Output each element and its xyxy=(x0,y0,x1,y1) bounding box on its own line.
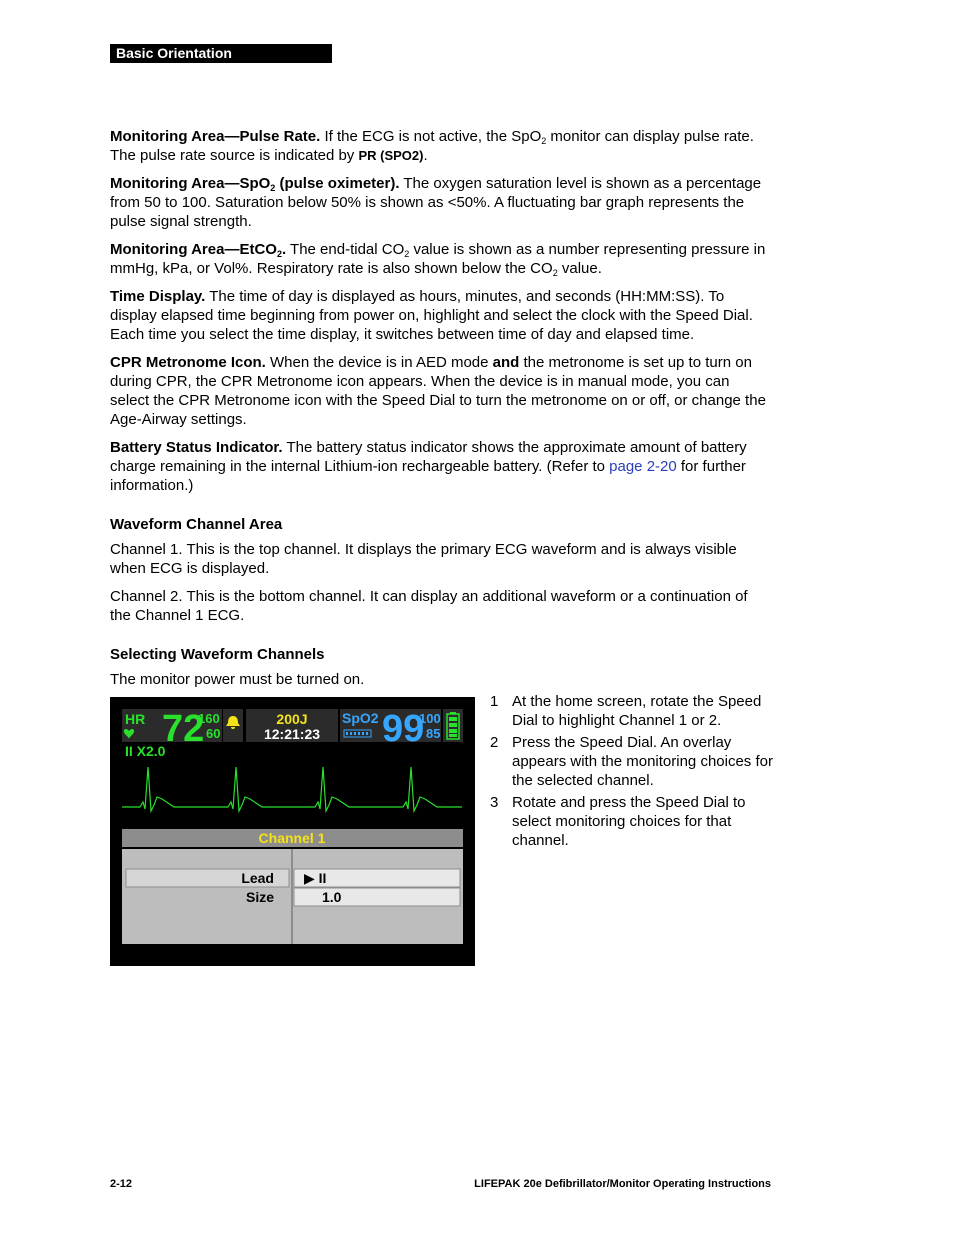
lead-value[interactable]: ▶ II xyxy=(304,870,327,886)
hr-value: 72 xyxy=(162,708,205,750)
monitor-screen-svg xyxy=(110,697,475,966)
steps-list xyxy=(490,692,780,853)
step-item: 3 Rotate and press the Speed Dial to select monitoring choices for that channel. xyxy=(490,794,746,849)
hr-low-limit: 60 xyxy=(206,726,221,741)
monitor-screen-figure xyxy=(110,697,475,966)
size-value[interactable]: 1.0 xyxy=(322,889,342,905)
page-number: 2-12 xyxy=(110,1178,133,1190)
step-item: 2 Press the Speed Dial. An overlay appears with the monitoring choices for the selected channel. xyxy=(490,734,773,789)
body-content xyxy=(110,127,772,698)
energy-value: 200J xyxy=(276,711,308,727)
spo2-high-limit: 100 xyxy=(419,711,441,726)
clock-display[interactable]: 12:21:23 xyxy=(263,726,321,742)
lead-label: Lead xyxy=(241,870,274,886)
paragraph-time-display: Time Display. The time of day is displayed as hours, minutes, and seconds (HH:MM:SS). To display elapsed time beginning from power on, highlight and select the clock with the Speed Dial. Each time you select the time display, it switches between time of day and elapsed time. xyxy=(110,288,753,343)
paragraph-cpr-metronome: CPR Metronome Icon. When the device is in AED mode and the metronome is set up to turn on during CPR, the CPR Metronome icon appears. When the device is in manual mode, you can select the CPR Metronome icon with the Speed Dial to turn the metronome on or off, or change the Age-Airway settings. xyxy=(110,354,766,428)
spo2-value: 99 xyxy=(382,708,425,750)
section-header: Basic Orientation xyxy=(110,44,332,63)
size-value-box[interactable] xyxy=(294,888,460,906)
size-label: Size xyxy=(245,889,274,905)
paragraph-channel-1: Channel 1. This is the top channel. It displays the primary ECG waveform and is always visible when ECG is displayed. xyxy=(110,541,737,577)
paragraph-pulse-rate: Monitoring Area—Pulse Rate. If the ECG is not active, the SpO$_2$ monitor can display pulse rate. The pulse rate source is indicated by PR (SPO2). xyxy=(110,128,754,164)
paragraph-battery: Battery Status Indicator. The battery status indicator shows the approximate amount of battery charge remaining in the internal Lithium-ion rechargeable battery. (Refer to page 2-20 for further information.) xyxy=(110,439,747,494)
document-title: LIFEPAK 20e Defibrillator/Monitor Operating Instructions xyxy=(474,1178,771,1190)
overlay-title: Channel 1 xyxy=(258,830,326,846)
paragraph-etco2: Monitoring Area—EtCO$_2$. The end-tidal $CO_2$ value is shown as a number representing pressure in mmHg, kPa, or Vol%. Respiratory rate is also shown below the $CO_2$ value. xyxy=(110,241,766,278)
step-item: 1 At the home screen, rotate the Speed Dial to highlight Channel 1 or 2. xyxy=(490,693,762,729)
paragraph-intro: The monitor power must be turned on. xyxy=(110,671,365,688)
paragraph-channel-2: Channel 2. This is the bottom channel. It can display an additional waveform or a continuation of the Channel 1 ECG. xyxy=(110,588,748,624)
heading-waveform-channel-area: Waveform Channel Area xyxy=(110,516,283,533)
heading-selecting-waveform-channels: Selecting Waveform Channels xyxy=(110,646,325,663)
paragraph-spo2: Monitoring Area—SpO$_2$ (pulse oximeter). The oxygen saturation level is shown as a percentage from 50 to 100. Saturation below 50% is shown as <50%. A fluctuating bar graph represents the pulse signal strength. xyxy=(110,175,762,230)
spo2-label: SpO2 xyxy=(342,710,379,726)
lead-info[interactable]: II X2.0 xyxy=(125,743,166,759)
spo2-low-limit: 85 xyxy=(426,726,441,741)
page-link[interactable]: page 2-20 xyxy=(609,458,677,475)
hr-label: HR xyxy=(125,711,146,727)
hr-high-limit: 160 xyxy=(198,711,220,726)
